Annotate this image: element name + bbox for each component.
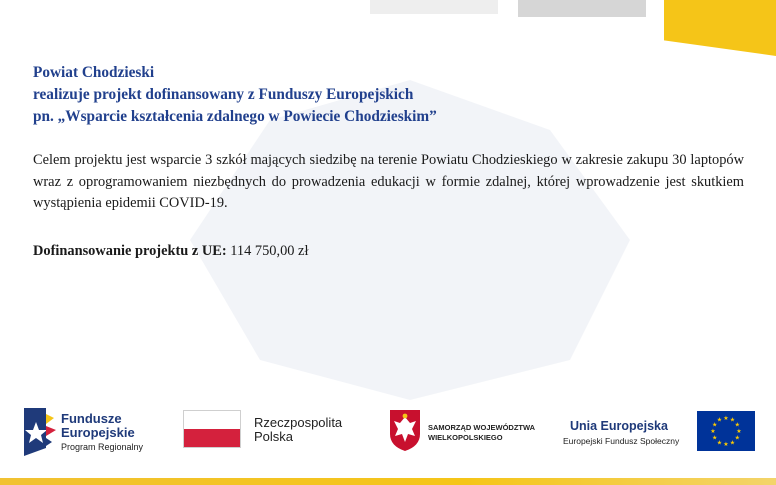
svg-text:★: ★ bbox=[723, 441, 729, 448]
fundusze-europejskie-logo bbox=[24, 404, 164, 456]
fundusze-line-3: Program Regionalny bbox=[61, 442, 144, 452]
rzeczpospolita-line-1: Rzeczpospolita bbox=[254, 415, 343, 430]
fundusze-line-2: Europejskie bbox=[61, 425, 135, 440]
ue-line-1: Unia Europejska bbox=[570, 419, 668, 433]
eu-flag-icon bbox=[697, 411, 755, 451]
svg-text:★: ★ bbox=[734, 434, 740, 442]
fundusze-line-1: Fundusze bbox=[61, 411, 122, 426]
polish-flag-icon bbox=[183, 410, 241, 448]
funding-label: Dofinansowanie projektu z UE: bbox=[33, 243, 227, 259]
funding-info bbox=[33, 243, 308, 260]
headline-line-3: pn. „Wsparcie kształcenia zdalnego w Powiecie Chodzieskim” bbox=[33, 108, 437, 125]
samorzad-line-2: WIELKOPOLSKIEGO bbox=[428, 433, 503, 442]
rzeczpospolita-polska-logo bbox=[183, 410, 363, 452]
headline-line-1: Powiat Chodzieski bbox=[33, 64, 155, 81]
svg-text:★: ★ bbox=[712, 434, 718, 442]
rzeczpospolita-line-2: Polska bbox=[254, 429, 294, 444]
top-decor-bar-yellow bbox=[664, 0, 776, 56]
project-headline bbox=[33, 62, 437, 128]
ue-line-2: Europejski Fundusz Społeczny bbox=[563, 436, 680, 446]
headline-line-2: realizuje projekt dofinansowany z Funduszy Europejskich bbox=[33, 86, 414, 103]
logo-strip bbox=[0, 400, 776, 462]
top-decor-bar-light bbox=[370, 0, 498, 14]
fundusze-europejskie-star-icon bbox=[24, 404, 58, 456]
eagle-coat-of-arms-icon bbox=[388, 408, 422, 452]
samorzad-line-1: SAMORZĄD WOJEWÓDZTWA bbox=[428, 423, 536, 432]
svg-text:★: ★ bbox=[729, 439, 736, 447]
svg-text:★: ★ bbox=[716, 439, 723, 447]
svg-text:★: ★ bbox=[716, 416, 723, 424]
bottom-decor-bar-yellow bbox=[0, 478, 776, 485]
top-decor-bar-gray bbox=[518, 0, 646, 17]
funding-value: 114 750,00 zł bbox=[230, 243, 309, 259]
svg-text:★: ★ bbox=[736, 428, 742, 435]
svg-text:★: ★ bbox=[734, 421, 740, 429]
svg-text:★: ★ bbox=[729, 416, 736, 424]
unia-europejska-logo bbox=[560, 409, 760, 455]
svg-text:★: ★ bbox=[712, 421, 718, 429]
svg-text:★: ★ bbox=[710, 428, 716, 435]
project-description: Celem projektu jest wsparcie 3 szkół mających siedzibę na terenie Powiatu Chodzieskiego w zakresie zakupu 30 laptopów wraz z oprogramowaniem niezbędnych do prowadzenia edukacji w formie zdalnej, której wprowadzenie jest skutkiem wystąpienia epidemii COVID-19. bbox=[33, 152, 744, 211]
svg-text:★: ★ bbox=[723, 415, 729, 422]
samorzad-wojewodztwa-logo bbox=[388, 408, 538, 454]
